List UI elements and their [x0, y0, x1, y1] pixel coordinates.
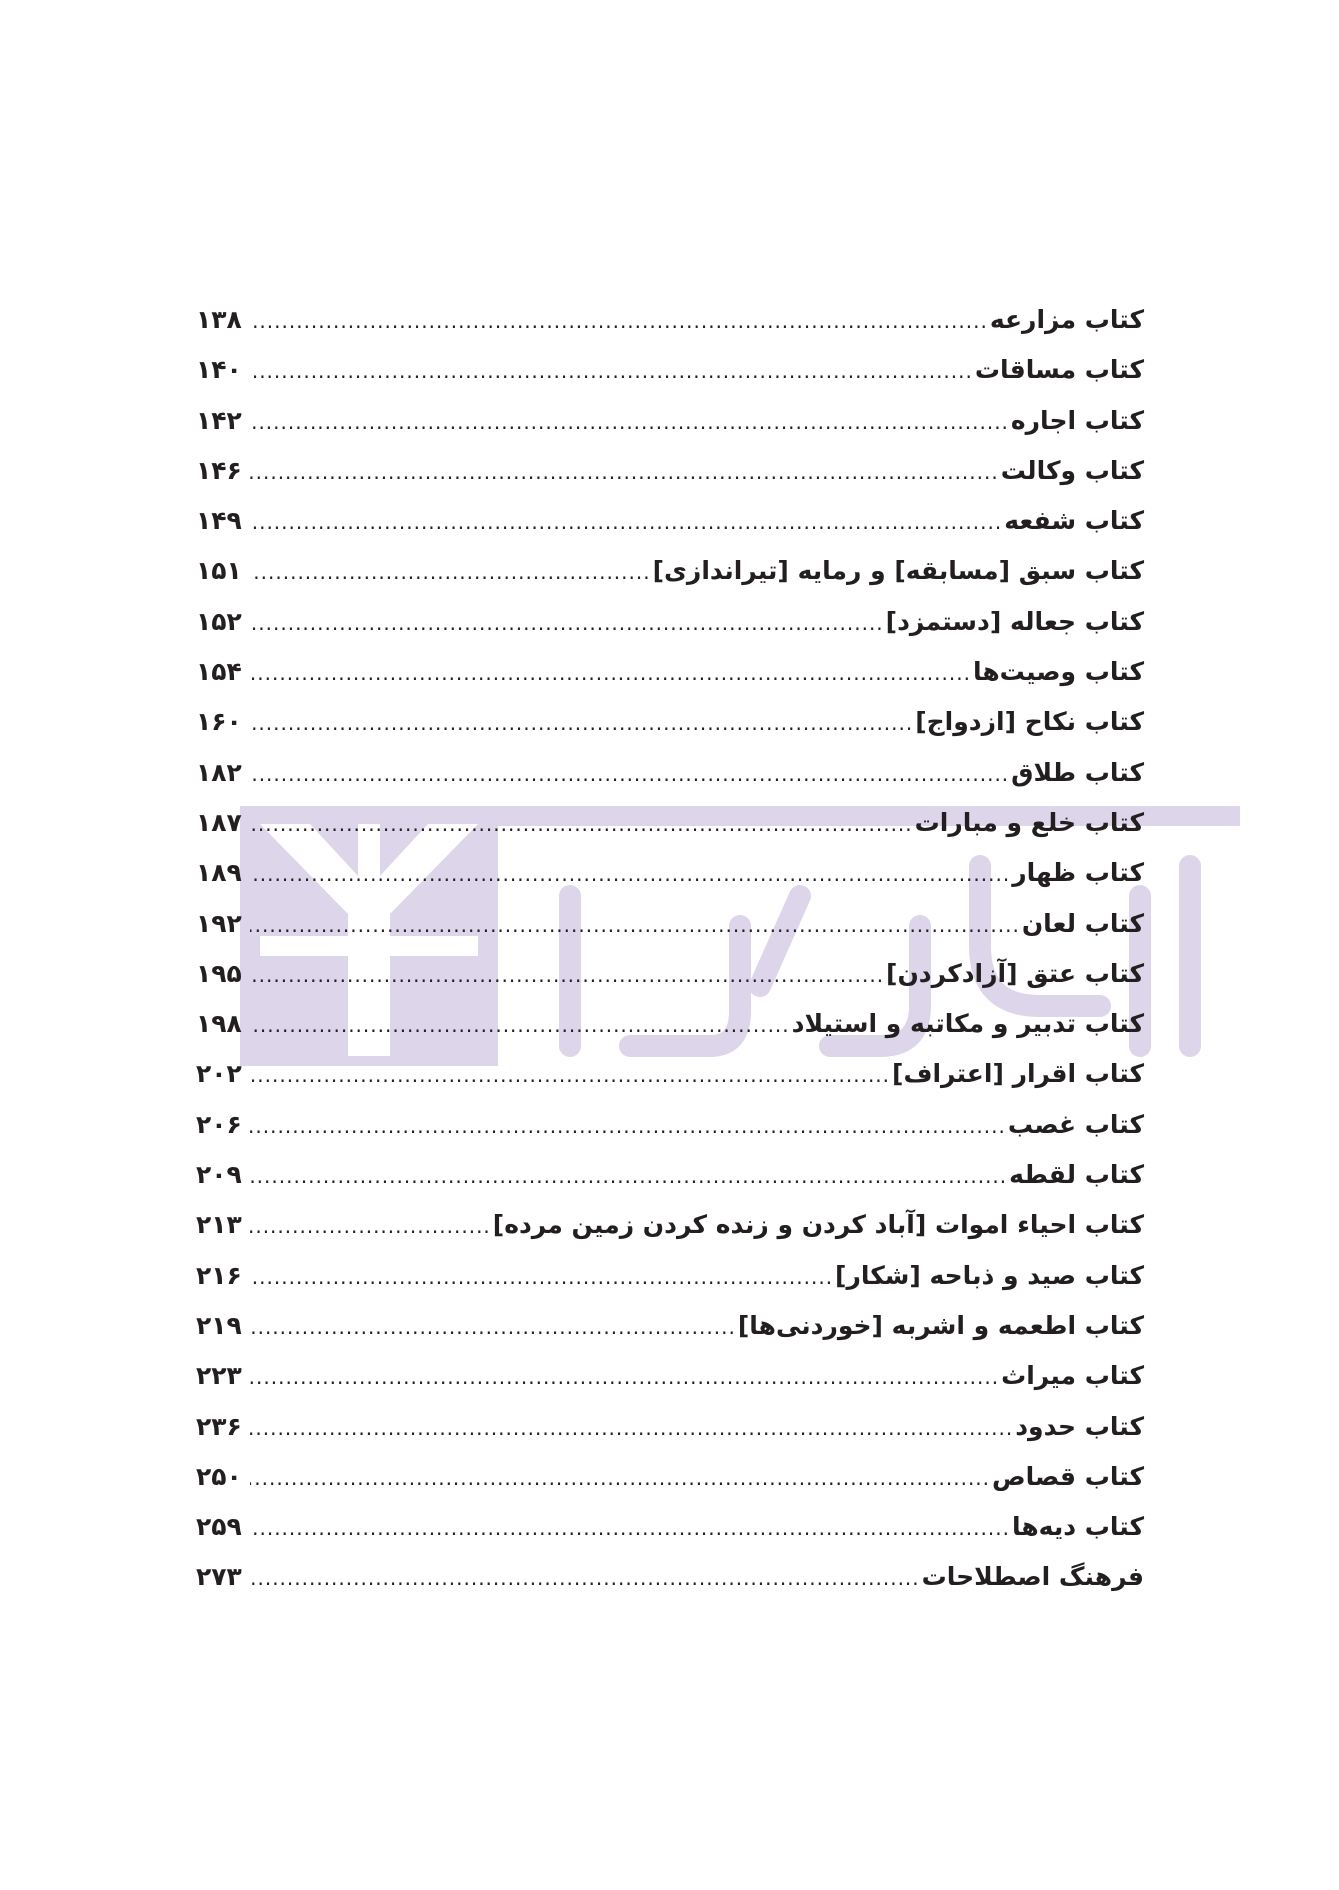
toc-dot-leader	[250, 812, 913, 836]
toc-entry-title: کتاب اقرار [اعتراف]	[892, 1059, 1144, 1089]
toc-dot-leader	[250, 1214, 491, 1238]
toc-entry-title: کتاب ظهار	[1012, 858, 1144, 888]
toc-entry-title: کتاب دیه‌ها	[1011, 1512, 1144, 1542]
toc-entry-title: کتاب مزارعه	[989, 305, 1144, 334]
toc-entry	[196, 1562, 1144, 1612]
toc-entry-title: کتاب میراث	[1001, 1361, 1144, 1391]
toc-entry-page-number: ۱۴۲	[196, 405, 242, 435]
toc-entry	[196, 1412, 1144, 1462]
toc-entry-page-number: ۲۲۳	[196, 1361, 242, 1391]
toc-entry-title: کتاب تدبیر و مکاتبه و استیلاد	[791, 1009, 1144, 1039]
toc-dot-leader	[250, 913, 1020, 937]
toc-dot-leader	[250, 1315, 736, 1339]
toc-entry-title: کتاب مساقات	[974, 355, 1144, 385]
toc-dot-leader	[250, 1416, 1013, 1440]
toc-entry	[196, 959, 1144, 1009]
toc-entry-page-number: ۲۵۹	[196, 1512, 242, 1542]
toc-entry	[196, 1462, 1144, 1512]
toc-entry-title: کتاب خلع و مبارات	[914, 807, 1144, 837]
toc-entry-page-number: ۲۱۳	[196, 1210, 242, 1240]
toc-entry-title: کتاب صید و ذباحه [شکار]	[835, 1260, 1144, 1290]
toc-entry-title: کتاب احیاء اموات [آباد کردن و زنده کردن زمین مرده]	[492, 1210, 1144, 1240]
toc-entry-page-number: ۱۵۲	[196, 606, 242, 636]
toc-entry	[196, 1210, 1144, 1260]
toc-entry-title: کتاب سبق [مسابقه] و رمایه [تیراندازی]	[652, 556, 1144, 586]
toc-entry	[196, 1512, 1144, 1562]
toc-entry-title: کتاب شفعه	[1004, 506, 1144, 536]
toc-entry-title: کتاب غصب	[1007, 1109, 1144, 1139]
toc-entry	[196, 1361, 1144, 1411]
toc-entry	[196, 1059, 1144, 1109]
toc-entry	[196, 758, 1144, 808]
toc-dot-leader	[250, 862, 1010, 886]
toc-entry-page-number: ۱۳۸	[196, 305, 242, 334]
toc-dot-leader	[250, 410, 1009, 434]
toc-entry	[196, 406, 1144, 456]
toc-entry-page-number: ۱۵۱	[196, 556, 242, 586]
toc-entry-page-number: ۲۱۶	[196, 1260, 242, 1290]
toc-entry-title: کتاب اجاره	[1010, 405, 1144, 435]
toc-entry-title: کتاب عتق [آزادکردن]	[886, 958, 1144, 988]
toc-dot-leader	[250, 309, 988, 333]
toc-entry	[196, 456, 1144, 506]
toc-dot-leader	[250, 510, 1002, 534]
toc-dot-leader	[250, 1466, 990, 1490]
toc-entry-title: کتاب جعاله [دستمزد]	[885, 606, 1144, 636]
toc-dot-leader	[250, 1265, 833, 1289]
toc-dot-leader	[250, 1013, 790, 1037]
toc-entry-page-number: ۲۱۹	[196, 1310, 242, 1340]
toc-entry-page-number: ۱۹۲	[196, 908, 242, 938]
toc-dot-leader	[250, 963, 884, 987]
toc-entry-page-number: ۱۴۶	[196, 455, 242, 485]
toc-entry-page-number: ۱۹۵	[196, 958, 242, 988]
toc-entry-title: کتاب وکالت	[1000, 455, 1144, 485]
toc-entry-title: فرهنگ اصطلاحات	[921, 1562, 1144, 1592]
toc-entry-page-number: ۲۰۹	[196, 1160, 242, 1190]
toc-entry-title: کتاب قصاص	[992, 1461, 1144, 1491]
toc-entry	[196, 607, 1144, 657]
toc-dot-leader	[250, 460, 999, 484]
toc-entry-page-number: ۲۰۲	[196, 1059, 242, 1089]
toc-entry	[196, 909, 1144, 959]
toc-entry	[196, 707, 1144, 757]
toc-entry	[196, 355, 1144, 405]
toc-entry	[196, 1009, 1144, 1059]
toc-dot-leader	[250, 1114, 1006, 1138]
toc-entry-page-number: ۲۰۶	[196, 1109, 242, 1139]
toc-dot-leader	[250, 762, 1009, 786]
toc-entry	[196, 556, 1144, 606]
toc-dot-leader	[250, 1164, 1007, 1188]
toc-entry	[196, 1311, 1144, 1361]
toc-entry-page-number: ۱۸۲	[196, 757, 242, 787]
toc-entry-title: کتاب لعان	[1021, 908, 1144, 938]
toc-dot-leader	[250, 560, 651, 584]
toc-entry-page-number: ۱۸۷	[196, 807, 242, 837]
toc-dot-leader	[250, 1063, 890, 1087]
toc-entry-page-number: ۲۷۳	[196, 1562, 242, 1592]
toc-dot-leader	[250, 1566, 920, 1590]
table-of-contents	[196, 305, 1144, 1613]
toc-entry-page-number: ۱۸۹	[196, 858, 242, 888]
toc-entry	[196, 1160, 1144, 1210]
toc-entry	[196, 1110, 1144, 1160]
toc-dot-leader	[250, 661, 971, 685]
toc-dot-leader	[250, 1516, 1010, 1540]
toc-entry-title: کتاب وصیت‌ها	[972, 657, 1144, 687]
toc-entry	[196, 1261, 1144, 1311]
toc-entry	[196, 858, 1144, 908]
toc-entry-title: کتاب لقطه	[1009, 1160, 1144, 1190]
toc-entry-title: کتاب نکاح [ازدواج]	[915, 707, 1144, 737]
toc-dot-leader	[250, 1365, 999, 1389]
toc-entry-page-number: ۱۵۴	[196, 657, 242, 687]
toc-entry-title: کتاب حدود	[1015, 1411, 1144, 1441]
toc-entry	[196, 808, 1144, 858]
toc-dot-leader	[250, 711, 913, 735]
toc-entry-title: کتاب اطعمه و اشربه [خوردنی‌ها]	[737, 1310, 1144, 1340]
toc-entry-page-number: ۱۶۰	[196, 707, 242, 737]
toc-entry	[196, 657, 1144, 707]
toc-entry-page-number: ۲۳۶	[196, 1411, 242, 1441]
toc-entry-page-number: ۱۴۰	[196, 355, 242, 385]
toc-entry	[196, 305, 1144, 355]
toc-entry	[196, 506, 1144, 556]
toc-entry-page-number: ۱۹۸	[196, 1009, 242, 1039]
toc-entry-page-number: ۱۴۹	[196, 506, 242, 536]
toc-entry-page-number: ۲۵۰	[196, 1461, 242, 1491]
toc-entry-title: کتاب طلاق	[1011, 757, 1144, 787]
toc-dot-leader	[250, 359, 973, 383]
toc-dot-leader	[250, 611, 884, 635]
